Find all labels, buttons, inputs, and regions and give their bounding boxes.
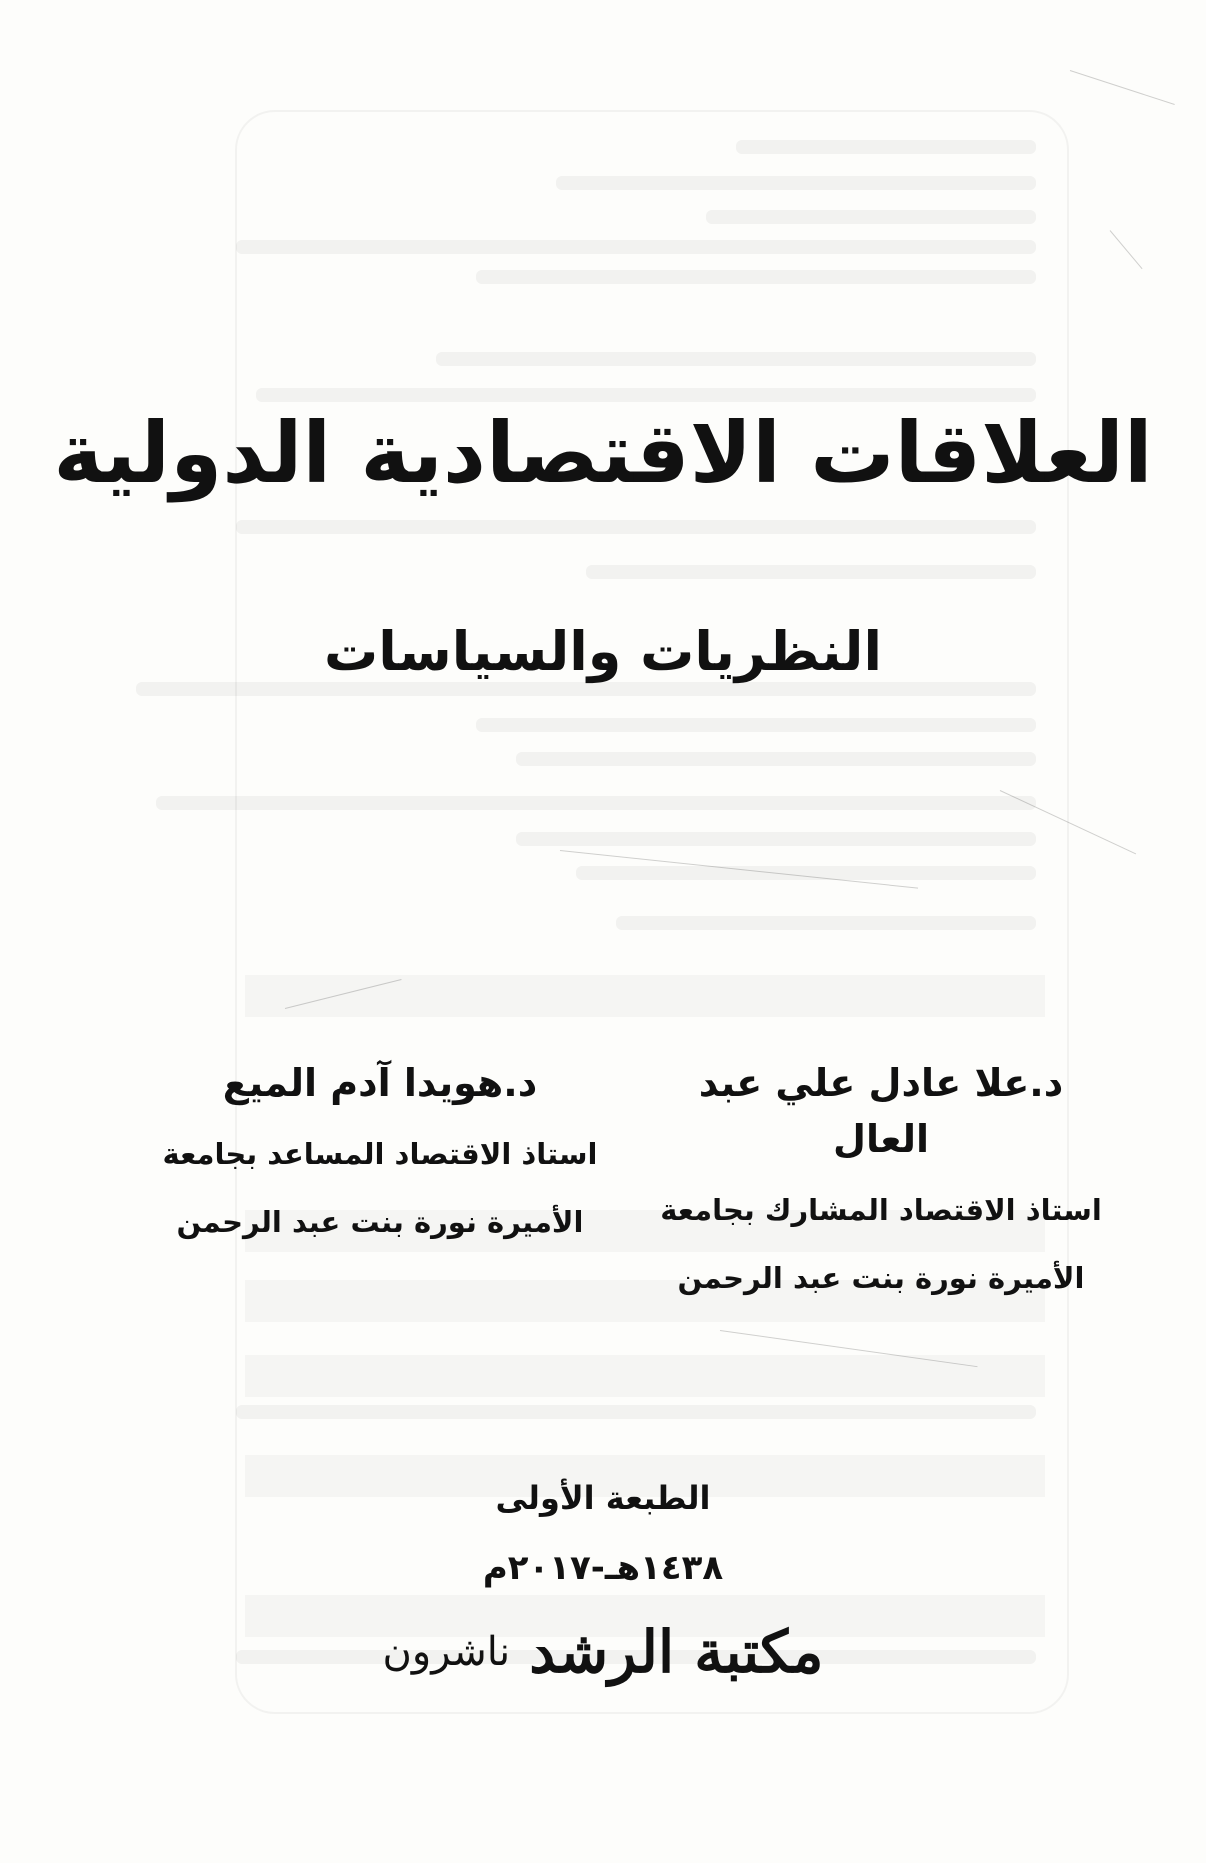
show-through-band [245,1355,1045,1397]
author-name: د.علا عادل علي عبد العال [698,1061,1064,1161]
show-through-line [616,916,1036,930]
publisher-logo: مكتبة الرشد [529,1618,824,1686]
publication-date: ١٤٣٨هـ-٢٠١٧م [482,1548,724,1588]
show-through-line [236,240,1036,254]
author-university: الأميرة نورة بنت عبد الرحمن [677,1261,1085,1295]
show-through-line [436,352,1036,366]
book-title: العلاقات الاقتصادية الدولية [53,404,1153,502]
author-university: الأميرة نورة بنت عبد الرحمن [176,1205,584,1239]
show-through-line [706,210,1036,224]
paper-scratch [1110,230,1143,269]
author-block-primary [651,1055,1111,1323]
edition-label: الطبعة الأولى [495,1479,711,1517]
show-through-band [245,975,1045,1017]
author-position: استاذ الاقتصاد المشارك بجامعة [660,1193,1102,1227]
publisher-suffix: ناشرون [382,1629,511,1675]
author-block-secondary [150,1055,610,1267]
author-name: د.هويدا آدم الميع [222,1061,538,1105]
show-through-line [476,718,1036,732]
paper-scratch [1070,70,1175,105]
show-through-line [516,832,1036,846]
show-through-line [476,270,1036,284]
author-position: استاذ الاقتصاد المساعد بجامعة [162,1137,598,1171]
show-through-line [736,140,1036,154]
show-through-line [576,866,1036,880]
publisher-block [0,1607,1206,1697]
show-through-line [586,565,1036,579]
show-through-line [236,520,1036,534]
show-through-line [236,1405,1036,1419]
book-subtitle: النظريات والسياسات [324,620,882,683]
show-through-line [156,796,1036,810]
show-through-line [556,176,1036,190]
show-through-line [516,752,1036,766]
